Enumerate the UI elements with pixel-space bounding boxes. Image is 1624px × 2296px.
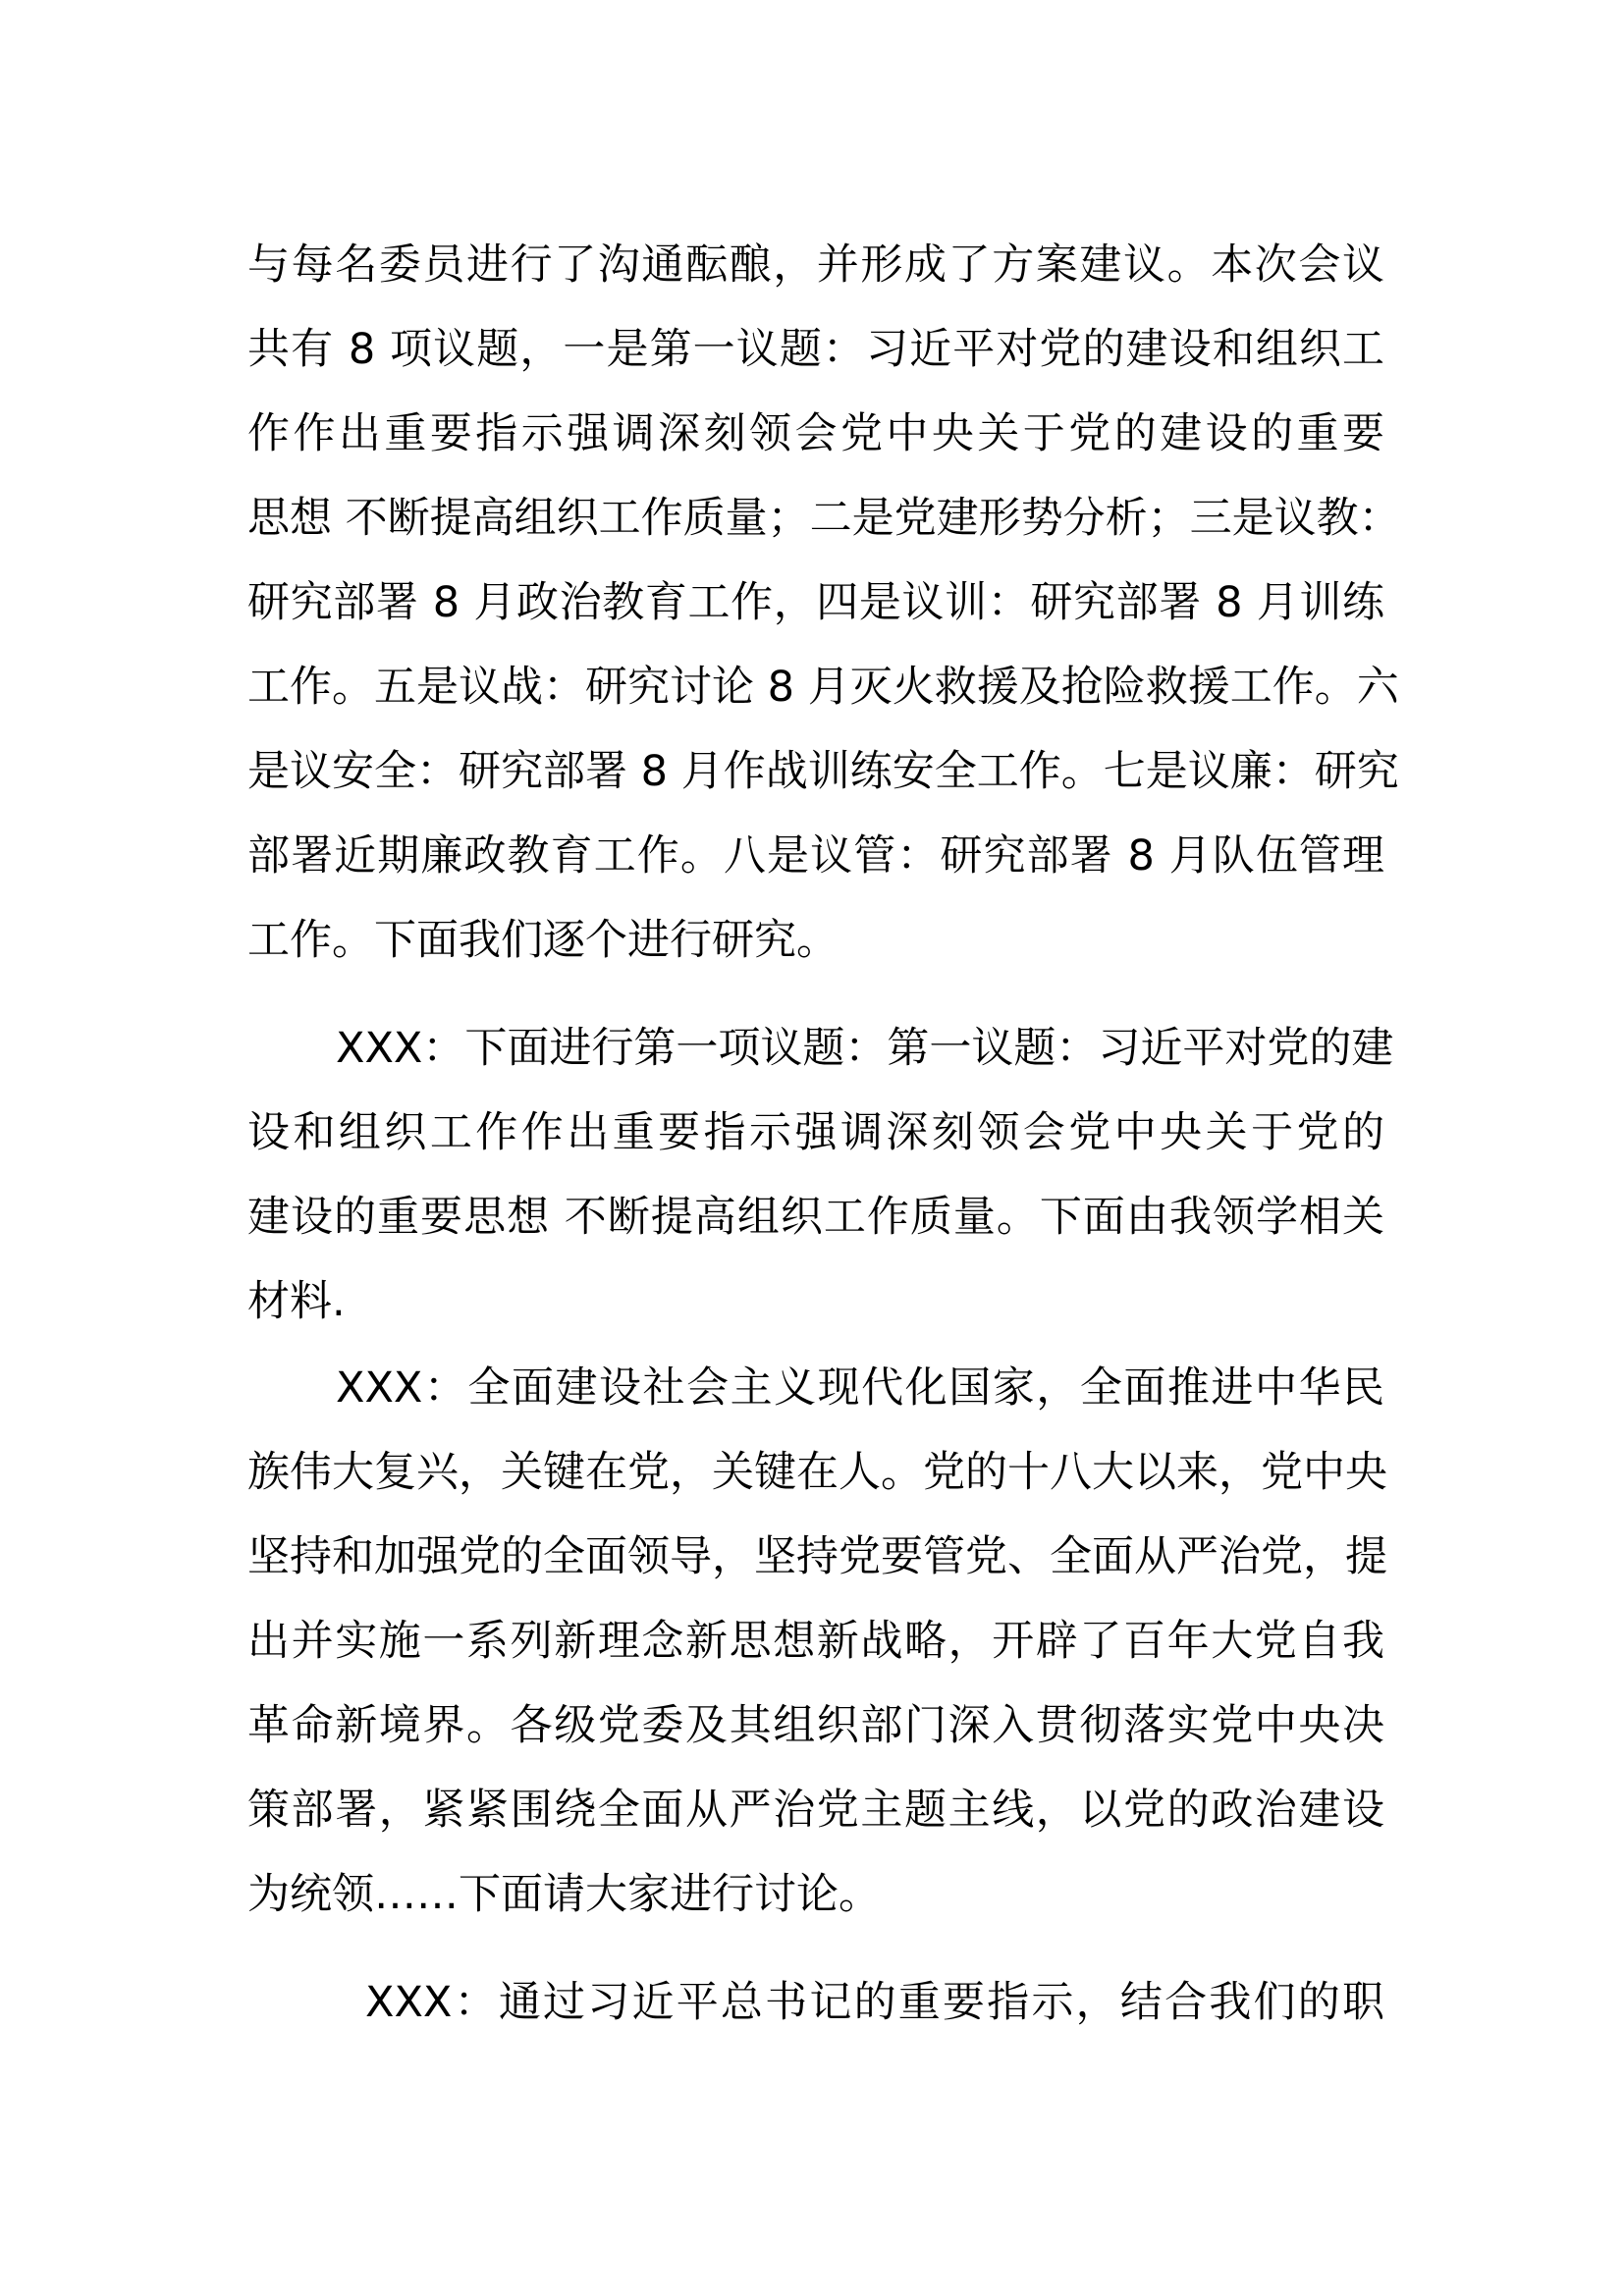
text-line: 部署近期廉政教育工作。八是议管：研究部署 8 月队伍管理 [247, 831, 1384, 881]
text-line: 思想 不断提高组织工作质量；二是党建形势分析；三是议教： [247, 494, 1401, 543]
text-line: 建设的重要思想 不断提高组织工作质量。下面由我领学相关 [247, 1193, 1384, 1242]
text-line: 与每名委员进行了沟通酝酿，并形成了方案建议。本次会议 [247, 240, 1384, 290]
text-line: 材料. [247, 1277, 346, 1326]
text-line: 革命新境界。各级党委及其组织部门深入贯彻落实党中央决 [247, 1701, 1384, 1750]
text-line: 坚持和加强党的全面领导，坚持党要管党、全面从严治党，提 [247, 1532, 1387, 1581]
text-line: 出并实施一系列新理念新思想新战略，开辟了百年大党自我 [247, 1617, 1384, 1666]
text-line: XXX：下面进行第一项议题：第一议题：习近平对党的建 [336, 1024, 1394, 1073]
text-line: XXX：通过习近平总书记的重要指示，结合我们的职 [365, 1978, 1384, 2027]
text-line: XXX：全面建设社会主义现代化国家，全面推进中华民 [336, 1363, 1384, 1413]
text-line: 策部署，紧紧围绕全面从严治党主题主线，以党的政治建设 [247, 1786, 1384, 1835]
text-line: 作作出重要指示强调深刻领会党中央关于党的建设的重要 [247, 409, 1384, 458]
text-line: 是议安全：研究部署 8 月作战训练安全工作。七是议廉：研究 [247, 747, 1399, 796]
text-line: 设和组织工作作出重要指示强调深刻领会党中央关于党的 [247, 1108, 1384, 1157]
text-line: 研究部署 8 月政治教育工作，四是议训：研究部署 8 月训练 [247, 578, 1384, 627]
text-line: 工作。五是议战：研究讨论 8 月灭火救援及抢险救援工作。六 [247, 663, 1399, 712]
text-line: 工作。下面我们逐个进行研究。 [247, 916, 839, 965]
text-line: 族伟大复兴，关键在党，关键在人。党的十八大以来，党中央 [247, 1448, 1387, 1497]
text-line: 为统领……下面请大家进行讨论。 [247, 1870, 881, 1919]
text-line: 共有 8 项议题，一是第一议题：习近平对党的建设和组织工 [247, 325, 1384, 374]
